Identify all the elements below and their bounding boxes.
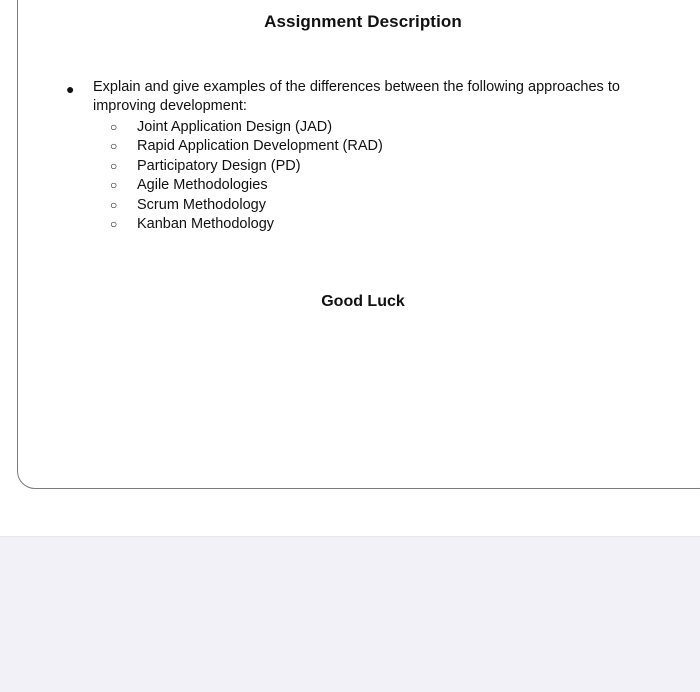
page-title: Assignment Description — [264, 12, 462, 31]
list-item — [110, 176, 383, 195]
hollow-bullet-icon: ○ — [110, 158, 118, 173]
hollow-bullet-icon: ○ — [110, 178, 118, 193]
list-item-label: Kanban Methodology — [137, 215, 275, 232]
list-item — [110, 196, 383, 215]
document-card — [17, 0, 700, 489]
list-item-label: Scrum Methodology — [137, 196, 266, 213]
hollow-bullet-icon: ○ — [110, 139, 118, 154]
list-item — [110, 118, 383, 137]
bullet-text: Explain and give examples of the differences between the following approaches to improving development: — [93, 79, 620, 114]
background-area — [0, 536, 700, 692]
hollow-bullet-icon: ○ — [110, 120, 118, 134]
hollow-bullet-icon: ○ — [110, 197, 118, 212]
bullet-block — [66, 78, 646, 232]
list-item — [110, 157, 383, 176]
bullet-icon: ● — [66, 81, 75, 97]
closing-text: Good Luck — [321, 293, 405, 310]
list-item — [110, 137, 383, 156]
sub-list — [110, 118, 383, 234]
list-item-label: Rapid Application Development (RAD) — [137, 138, 383, 155]
hollow-bullet-icon: ○ — [110, 216, 118, 231]
list-item — [110, 215, 383, 234]
list-item-label: Participatory Design (PD) — [137, 157, 301, 174]
list-item-label: Joint Application Design (JAD) — [137, 119, 333, 135]
list-item-label: Agile Methodologies — [137, 177, 268, 194]
